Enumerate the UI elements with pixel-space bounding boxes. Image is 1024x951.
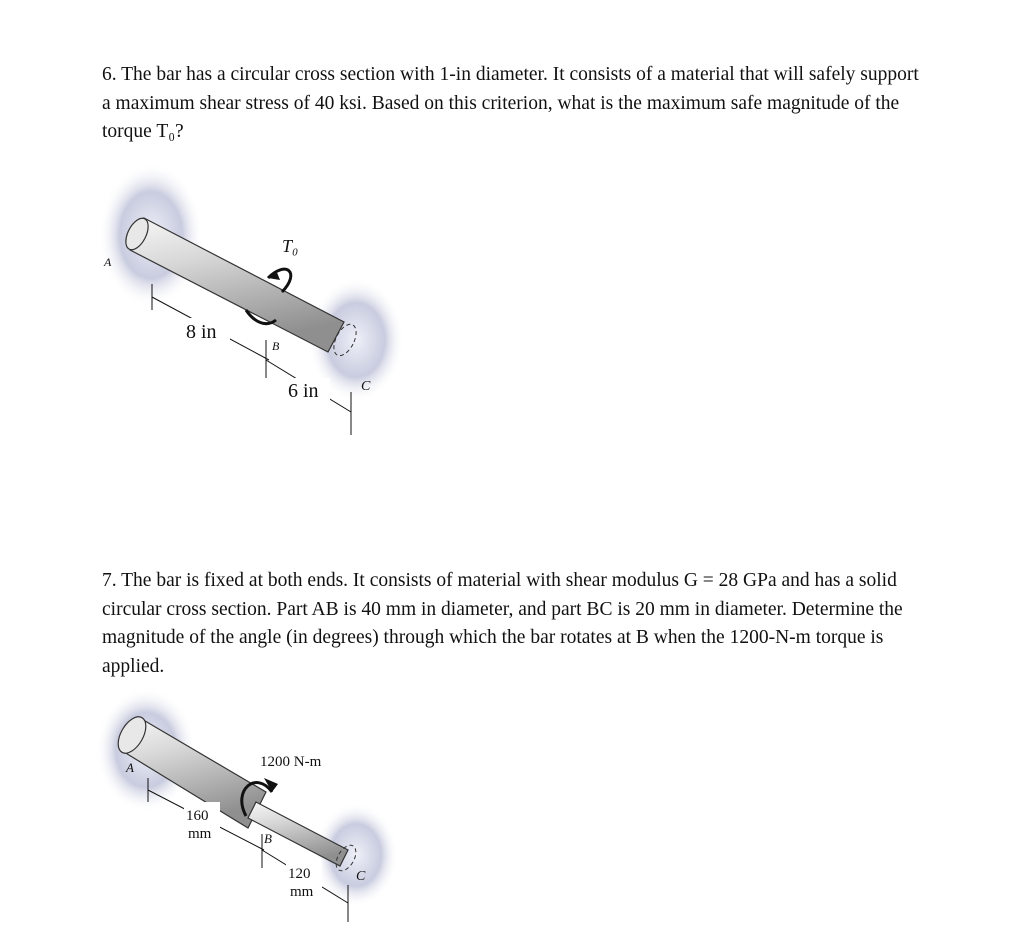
point-a-label: A [104, 255, 112, 269]
torque-label: 1200 N-m [260, 754, 322, 770]
point-b-label: B [272, 339, 280, 353]
torque-label: T₀ [282, 236, 299, 256]
dim-ab-value: 160 [186, 808, 209, 824]
problem-7-text: 7. The bar is fixed at both ends. It consists of material with shear modulus G = 28 GPa and has a solid circular cross section. Part AB is 40 mm in diameter, and part BC is 20 mm in diameter. Determine the magnitude of the angle (in degrees) through which the bar rotates at B when the 1200-N-m torque is applied. [102, 570, 903, 677]
dim-bc-label: 6 in [288, 380, 319, 402]
dim-ab-unit: mm [188, 826, 212, 842]
dim-bc-value: 120 [288, 866, 311, 882]
dim-bc-unit: mm [290, 884, 314, 900]
shaft-diagram-6 [96, 160, 426, 460]
point-c-label: C [361, 379, 371, 394]
point-b-label: B [264, 831, 272, 846]
point-c-label: C [356, 869, 366, 884]
shaft-diagram-7 [96, 690, 416, 935]
point-a-label: A [126, 760, 134, 775]
problem-6-text: 6. The bar has a circular cross section with 1-in diameter. It consists of a material that will safely support a maximum shear stress of 40 ksi. Based on this criterion, what is the maximum safe magnitude of the torque T₀? [102, 64, 919, 142]
problem-7-figure [96, 690, 416, 935]
problem-6-figure [96, 160, 426, 460]
dim-ab-label: 8 in [186, 321, 217, 343]
